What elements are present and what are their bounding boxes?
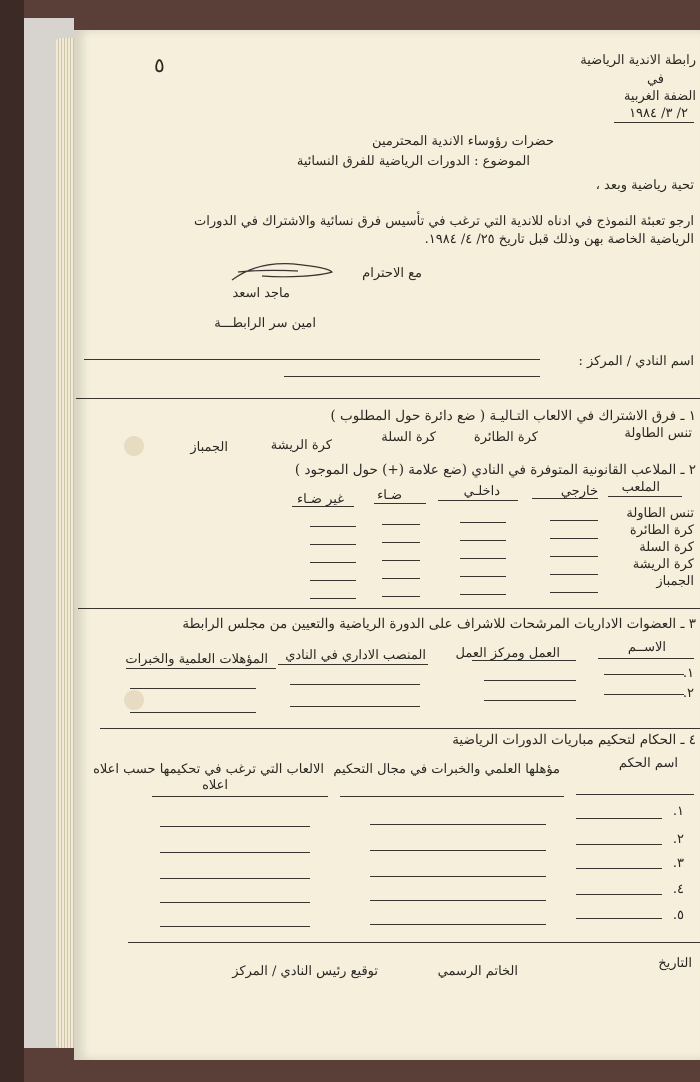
body-line-2: الرياضية الخاصة بهن وذلك قبل تاريخ ٢٥/ ٤/ ١٩٨٤. [424, 232, 694, 247]
subject: الموضوع : الدورات الرياضية للفرق النسائية [296, 154, 530, 169]
venue-cell[interactable] [460, 594, 506, 595]
referee-row-number: ٣. [672, 856, 684, 871]
referee-row-number: ٥. [672, 908, 684, 923]
punch-hole [124, 690, 144, 710]
column-header-cont: اعلاه [202, 778, 228, 793]
venue-cell[interactable] [310, 544, 356, 545]
referee-cell[interactable] [160, 878, 310, 879]
page-number: ٥ [154, 53, 165, 77]
admin-row-number: ١. [682, 666, 694, 681]
referee-row-number: ٢. [672, 832, 684, 847]
body-line-1: ارجو تعبئة النموذج في ادناه للاندية التي ترغب في تأسيس فرق نسائية والاشتراك في الدورات [193, 214, 694, 229]
club-field-label: اسم النادي / المركز : [578, 354, 694, 369]
column-header: غير ضـاء [297, 492, 344, 507]
divider [100, 728, 700, 729]
header-underline [278, 664, 428, 665]
venue-row-label: كرة السلة [639, 540, 694, 555]
book-spine [0, 0, 24, 1082]
header-underline [532, 498, 598, 499]
org-line-3: الضفة الغربية [623, 89, 696, 104]
admin-cell[interactable] [130, 712, 256, 713]
venue-cell[interactable] [310, 526, 356, 527]
venue-row-label: كرة الطائرة [629, 523, 694, 538]
section3-title: ٣ ـ العضوات الاداريات المرشحات للاشراف على الدورة الرياضية والتعيين من مجلس الرابطة [182, 616, 696, 632]
venue-cell[interactable] [382, 524, 420, 525]
sport-option[interactable]: الجمباز [190, 440, 228, 455]
venue-cell[interactable] [310, 598, 356, 599]
venue-cell[interactable] [382, 578, 420, 579]
header-underline [126, 668, 276, 669]
sport-option[interactable]: كرة الريشة [270, 438, 332, 453]
venue-cell[interactable] [382, 596, 420, 597]
signer-name: ماجد اسعد [232, 286, 290, 301]
venue-cell[interactable] [550, 520, 598, 521]
referee-cell[interactable] [576, 894, 662, 895]
divider [78, 608, 700, 609]
venue-cell[interactable] [550, 556, 598, 557]
signature-icon [228, 258, 338, 286]
referee-cell[interactable] [576, 844, 662, 845]
referee-cell[interactable] [370, 924, 546, 925]
column-header: اسم الحكم [618, 756, 678, 771]
header-underline [576, 794, 694, 795]
header-underline [374, 503, 426, 504]
column-header: مؤهلها العلمي والخبرات في مجال التحكيم [333, 762, 560, 777]
header-underline [340, 796, 564, 797]
letter-date: ٢/ ٣/ ١٩٨٤ [629, 106, 688, 121]
venue-cell[interactable] [310, 562, 356, 563]
referee-cell[interactable] [160, 826, 310, 827]
admin-cell[interactable] [130, 688, 256, 689]
venue-cell[interactable] [460, 522, 506, 523]
column-header: الملعب [621, 480, 660, 495]
document-page [74, 30, 700, 1060]
referee-cell[interactable] [370, 876, 546, 877]
column-header: الاســم [627, 640, 666, 655]
addressee: حضرات رؤوساء الاندية المحترمين [372, 134, 554, 149]
signer-title: امين سر الرابطـــة [214, 316, 316, 331]
venue-row-label: تنس الطاولة [626, 506, 694, 521]
signature-label: توقيع رئيس النادي / المركز [232, 964, 378, 979]
header-underline [292, 506, 354, 507]
section2-title: ٢ ـ الملاعب القانونية المتوفرة في النادي (ضع علامة (+) حول الموجود ) [294, 462, 696, 478]
column-header: الالعاب التي ترغب في تحكيمها حسب اعلاه [93, 762, 324, 777]
admin-row-number: ٢. [682, 686, 694, 701]
sport-option[interactable]: تنس الطاولة [624, 426, 692, 441]
referee-row-number: ١. [672, 804, 684, 819]
venue-cell[interactable] [550, 574, 598, 575]
column-header: العمل ومركز العمل [455, 646, 560, 661]
referee-cell[interactable] [160, 902, 310, 903]
venue-cell[interactable] [310, 580, 356, 581]
date-label: التاريخ [658, 956, 692, 971]
seal-label: الخاتم الرسمي [437, 964, 518, 979]
referee-cell[interactable] [576, 868, 662, 869]
divider [128, 942, 700, 943]
referee-row-number: ٤. [672, 882, 684, 897]
venue-row-label: الجمباز [656, 574, 694, 589]
venue-cell[interactable] [382, 560, 420, 561]
column-header: داخلـي [463, 484, 500, 499]
referee-cell[interactable] [370, 850, 546, 851]
venue-cell[interactable] [460, 540, 506, 541]
divider [76, 398, 700, 399]
admin-cell[interactable] [290, 684, 420, 685]
admin-cell[interactable] [604, 674, 684, 675]
venue-cell[interactable] [382, 542, 420, 543]
referee-cell[interactable] [160, 926, 310, 927]
greeting: تحية رياضية وبعد ، [595, 178, 694, 193]
venue-row-label: كرة الريشة [632, 557, 694, 572]
club-name-line[interactable] [84, 359, 540, 360]
column-header: المنصب الاداري في النادي [285, 648, 426, 663]
venue-cell[interactable] [460, 558, 506, 559]
admin-cell[interactable] [484, 700, 576, 701]
venue-cell[interactable] [460, 576, 506, 577]
punch-hole [124, 436, 144, 456]
column-header: ضـاء [377, 488, 402, 503]
admin-cell[interactable] [484, 680, 576, 681]
column-header: خارجي [560, 484, 598, 499]
venue-cell[interactable] [550, 538, 598, 539]
referee-cell[interactable] [370, 824, 546, 825]
section1-title: ١ ـ فرق الاشتراك في الالعاب التـاليـة ( ضع دائرة حول المطلوب ) [330, 408, 696, 424]
referee-cell[interactable] [576, 918, 662, 919]
header-underline [598, 658, 694, 659]
header-underline [608, 496, 682, 497]
referee-cell[interactable] [160, 852, 310, 853]
date-underline [614, 122, 694, 123]
closing: مع الاحترام [362, 266, 422, 281]
org-line-2: في [646, 72, 664, 87]
referee-cell[interactable] [370, 900, 546, 901]
column-header: المؤهلات العلمية والخبرات [125, 652, 268, 667]
admin-cell[interactable] [290, 706, 420, 707]
venue-cell[interactable] [550, 592, 598, 593]
section4-title: ٤ ـ الحكام لتحكيم مباريات الدورات الرياضية [452, 732, 696, 748]
header-underline [472, 660, 576, 661]
club-center-line[interactable] [284, 376, 540, 377]
sport-option[interactable]: كرة السلة [381, 430, 436, 445]
org-line-1: رابطة الاندية الرياضية [580, 53, 696, 68]
admin-cell[interactable] [604, 694, 684, 695]
sport-option[interactable]: كرة الطائرة [473, 430, 538, 445]
header-underline [152, 796, 328, 797]
referee-cell[interactable] [576, 818, 662, 819]
header-underline [438, 500, 518, 501]
